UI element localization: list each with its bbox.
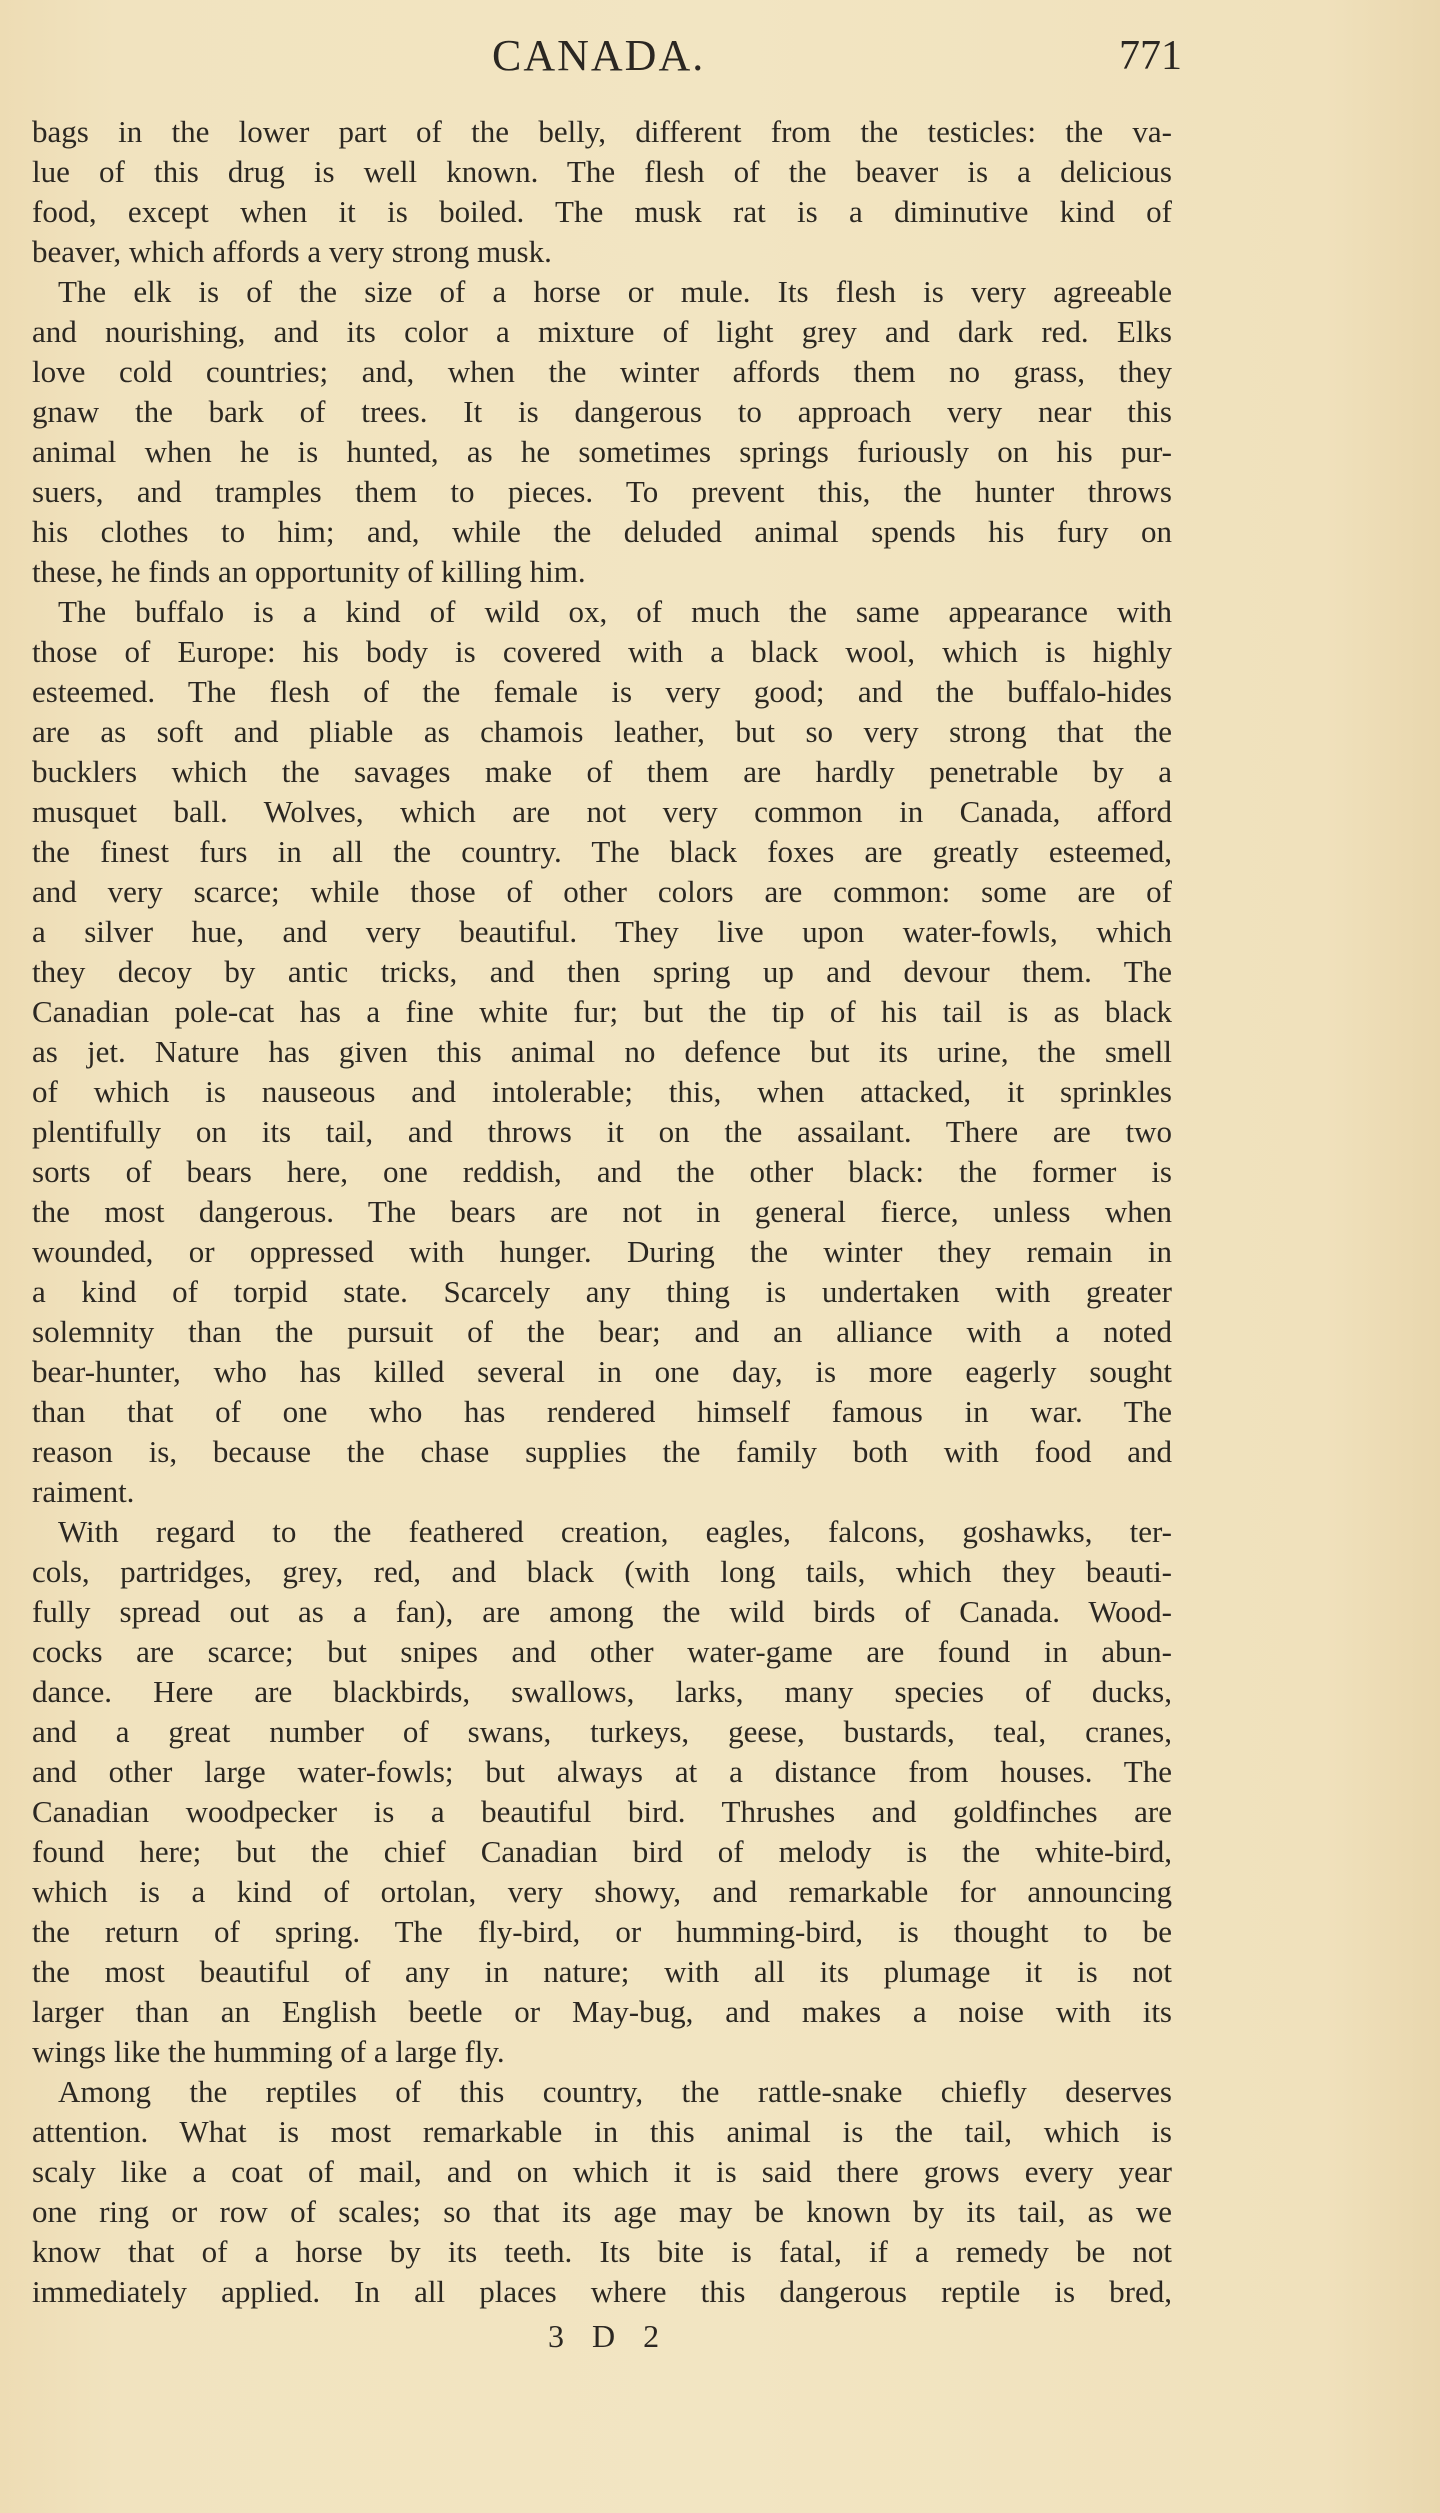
running-head (32, 30, 1182, 90)
text-line: cols, partridges, grey, red, and black (with long tails, which they beauti- (32, 1554, 1172, 1589)
text-line: attention. What is most remarkable in this animal is the tail, which is (32, 2114, 1172, 2149)
text-line: a silver hue, and very beautiful. They live upon water-fowls, which (32, 914, 1172, 949)
text-line: and other large water-fowls; but always at a distance from houses. The (32, 1754, 1172, 1789)
text-line: than that of one who has rendered himself famous in war. The (32, 1394, 1172, 1429)
text-line: food, except when it is boiled. The musk rat is a diminutive kind of (32, 194, 1172, 229)
running-title: CANADA. (492, 31, 706, 80)
text-line: and nourishing, and its color a mixture of light grey and dark red. Elks (32, 314, 1172, 349)
text-line: the finest furs in all the country. The black foxes are greatly esteemed, (32, 834, 1172, 869)
text-line: larger than an English beetle or May-bug, and makes a noise with its (32, 1994, 1172, 2029)
text-line: lue of this drug is well known. The flesh of the beaver is a delicious (32, 154, 1172, 189)
text-line: musquet ball. Wolves, which are not very common in Canada, afford (32, 794, 1172, 829)
text-line: the most dangerous. The bears are not in general fierce, unless when (32, 1194, 1172, 1229)
text-line: one ring or row of scales; so that its age may be known by its tail, as we (32, 2194, 1172, 2229)
text-line: bear-hunter, who has killed several in one day, is more eagerly sought (32, 1354, 1172, 1389)
text-line: sorts of bears here, one reddish, and the other black: the former is (32, 1154, 1172, 1189)
text-line: know that of a horse by its teeth. Its bite is fatal, if a remedy be not (32, 2234, 1172, 2269)
text-line: of which is nauseous and intolerable; this, when attacked, it sprinkles (32, 1074, 1172, 1109)
text-line: esteemed. The flesh of the female is very good; and the buffalo-hides (32, 674, 1172, 709)
text-line: immediately applied. In all places where this dangerous reptile is bred, (32, 2274, 1172, 2309)
text-line: which is a kind of ortolan, very showy, and remarkable for announcing (32, 1874, 1172, 1909)
body-text (32, 112, 1172, 2312)
text-line: animal when he is hunted, as he sometimes springs furiously on his pur- (32, 434, 1172, 469)
text-line: found here; but the chief Canadian bird of melody is the white-bird, (32, 1834, 1172, 1869)
text-line: beaver, which affords a very strong musk. (32, 234, 552, 269)
text-line: scaly like a coat of mail, and on which it is said there grows every year (32, 2154, 1172, 2189)
text-line: and very scarce; while those of other colors are common: some are of (32, 874, 1172, 909)
signature-mark: 3 D 2 (548, 2318, 670, 2354)
text-line: bags in the lower part of the belly, different from the testicles: the va- (32, 114, 1172, 149)
text-line: the return of spring. The fly-bird, or humming-bird, is thought to be (32, 1914, 1172, 1949)
text-line: and a great number of swans, turkeys, geese, bustards, teal, cranes, (32, 1714, 1172, 1749)
text-line: those of Europe: his body is covered with a black wool, which is highly (32, 634, 1172, 669)
text-line: raiment. (32, 1474, 135, 1509)
text-line: these, he finds an opportunity of killing him. (32, 554, 586, 589)
text-line: are as soft and pliable as chamois leather, but so very strong that the (32, 714, 1172, 749)
text-line: gnaw the bark of trees. It is dangerous to approach very near this (32, 394, 1172, 429)
text-line: love cold countries; and, when the winter affords them no grass, they (32, 354, 1172, 389)
page-number: 771 (1119, 33, 1182, 79)
text-line: reason is, because the chase supplies the family both with food and (32, 1434, 1172, 1469)
text-line: The buffalo is a kind of wild ox, of much the same appearance with (58, 594, 1172, 629)
text-line: the most beautiful of any in nature; with all its plumage it is not (32, 1954, 1172, 1989)
text-line: bucklers which the savages make of them are hardly penetrable by a (32, 754, 1172, 789)
text-line: wings like the humming of a large fly. (32, 2034, 505, 2069)
text-line: Among the reptiles of this country, the rattle-snake chiefly deserves (58, 2074, 1172, 2109)
text-line: fully spread out as a fan), are among the wild birds of Canada. Wood- (32, 1594, 1172, 1629)
text-line: dance. Here are blackbirds, swallows, larks, many species of ducks, (32, 1674, 1172, 1709)
text-line: as jet. Nature has given this animal no defence but its urine, the smell (32, 1034, 1172, 1069)
text-line: they decoy by antic tricks, and then spring up and devour them. The (32, 954, 1172, 989)
text-line: Canadian woodpecker is a beautiful bird. Thrushes and goldfinches are (32, 1794, 1172, 1829)
text-line: Canadian pole-cat has a fine white fur; but the tip of his tail is as black (32, 994, 1172, 1029)
text-line: wounded, or oppressed with hunger. During the winter they remain in (32, 1234, 1172, 1269)
text-line: solemnity than the pursuit of the bear; and an alliance with a noted (32, 1314, 1172, 1349)
text-line: a kind of torpid state. Scarcely any thing is undertaken with greater (32, 1274, 1172, 1309)
text-line: suers, and tramples them to pieces. To prevent this, the hunter throws (32, 474, 1172, 509)
text-line: The elk is of the size of a horse or mule. Its flesh is very agreeable (58, 274, 1172, 309)
text-line: his clothes to him; and, while the deluded animal spends his fury on (32, 514, 1172, 549)
text-line: cocks are scarce; but snipes and other water-game are found in abun- (32, 1634, 1172, 1669)
text-line: plentifully on its tail, and throws it on the assailant. There are two (32, 1114, 1172, 1149)
text-line: With regard to the feathered creation, eagles, falcons, goshawks, ter- (58, 1514, 1172, 1549)
